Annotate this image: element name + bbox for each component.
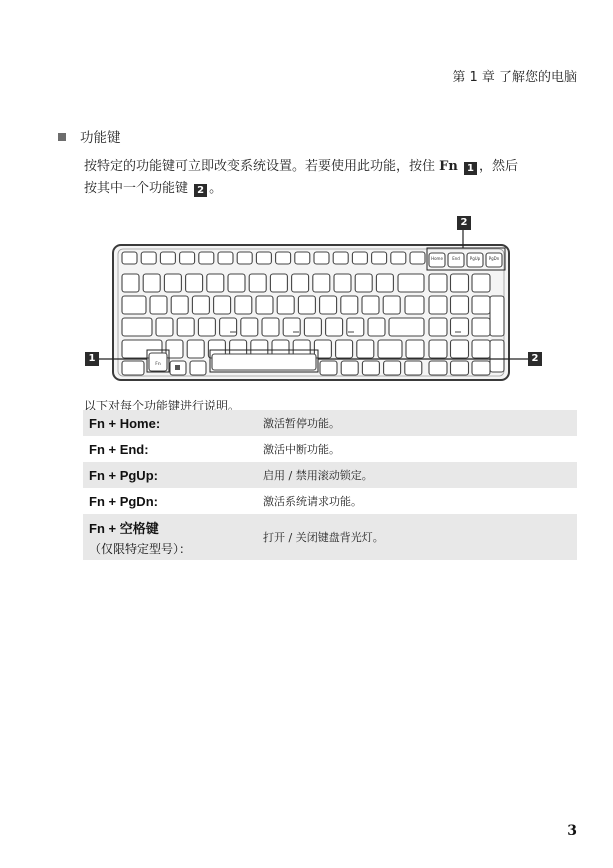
keyboard-key: [405, 361, 422, 375]
keyboard-key: [355, 274, 372, 292]
chapter-header: 第 1 章 了解您的电脑: [452, 70, 577, 85]
function-key: [352, 252, 367, 264]
keyboard-key: [207, 274, 224, 292]
windows-logo-icon: [175, 365, 180, 370]
section-title: 功能键: [80, 130, 121, 146]
row-key-cell: [83, 514, 255, 560]
callout-label-left: 1: [85, 352, 99, 366]
function-key: [295, 252, 310, 264]
function-key: [333, 252, 348, 264]
keyboard-key: [334, 274, 351, 292]
numpad-key: [451, 361, 469, 375]
keyboard-key: [283, 318, 300, 336]
caps-key: [122, 318, 152, 336]
keyboard-key: [326, 318, 343, 336]
row-key: Fn + PgUp:: [89, 467, 158, 483]
keyboard-key: [256, 296, 273, 314]
space-key: [212, 354, 316, 370]
keyboard-key: [150, 296, 167, 314]
keyboard-key: [198, 318, 215, 336]
keyboard-key: [384, 361, 401, 375]
callout-badge-1: 1: [464, 162, 477, 175]
tab-key: [122, 296, 146, 314]
arrow-up-key: [406, 340, 424, 358]
table-row: [83, 514, 577, 560]
keyboard-key: [320, 361, 337, 375]
table-row: [83, 462, 577, 488]
function-key: [237, 252, 252, 264]
enter-key: [389, 318, 424, 336]
numpad-key: [429, 274, 447, 292]
table-intro: 以下对每个功能键进行说明。: [84, 399, 241, 413]
square-bullet-icon: [58, 133, 66, 141]
numpad-key: [451, 274, 469, 292]
numpad-key: [472, 318, 490, 336]
intro-text-4: 。: [209, 181, 223, 196]
function-key: [276, 252, 291, 264]
numpad-key: [472, 361, 490, 375]
row-desc: 启用 / 禁用滚动锁定。: [263, 469, 373, 482]
numpad-key: [451, 296, 469, 314]
page-number: 3: [567, 823, 577, 839]
function-key: [372, 252, 387, 264]
numpad-key: [472, 340, 490, 358]
numpad-key: [451, 340, 469, 358]
section-heading: [58, 126, 121, 146]
keyboard-key: [214, 296, 231, 314]
function-key: [180, 252, 195, 264]
keyboard-key: [186, 274, 203, 292]
keyboard-key: [336, 340, 353, 358]
keyboard-key: [277, 296, 294, 314]
keyboard-key: [241, 318, 258, 336]
keyboard-key: [187, 340, 204, 358]
key-end-label: End: [452, 256, 460, 261]
row-key: Fn + PgDn:: [89, 493, 158, 509]
numpad-key: [429, 318, 447, 336]
keyboard-figure: [0, 208, 613, 388]
backspace-key: [398, 274, 424, 292]
numpad-key: [429, 340, 447, 358]
keyboard-key: [270, 274, 287, 292]
keyboard-key: [298, 296, 315, 314]
row-desc: 激活暂停功能。: [263, 417, 340, 430]
keyboard-key: [383, 296, 400, 314]
keyboard-key: [192, 296, 209, 314]
row-key: Fn + Home:: [89, 415, 161, 431]
key-pgdn-label: PgDn: [488, 256, 500, 261]
intro-text-1: 按特定的功能键可立即改变系统设置。若要使用此功能，按住: [84, 159, 440, 174]
keyboard-key: [314, 340, 331, 358]
row-desc: 打开 / 关闭键盘背光灯。: [263, 531, 384, 544]
keyboard-key: [376, 274, 393, 292]
keyboard-key: [122, 274, 139, 292]
row-desc: 激活中断功能。: [263, 443, 340, 456]
keyboard-key: [357, 340, 374, 358]
intro-paragraph: [84, 156, 574, 200]
numpad-key: [429, 361, 447, 375]
keyboard-key: [171, 296, 188, 314]
key-home-label: Home: [431, 256, 443, 261]
function-key: [256, 252, 271, 264]
function-key: [218, 252, 233, 264]
key-fn-label: Fn: [155, 362, 161, 367]
intro-text-2: ，然后: [478, 159, 518, 174]
row-key: Fn + 空格键: [89, 520, 159, 536]
keyboard-key: [164, 274, 181, 292]
ctrl-key: [122, 361, 144, 375]
intro-text-3: 按其中一个功能键: [84, 181, 193, 196]
alt-key: [190, 361, 206, 375]
function-key: [391, 252, 406, 264]
table-row: [83, 410, 577, 436]
function-key: [199, 252, 214, 264]
shift-key: [378, 340, 402, 358]
numpad-enter-key: [490, 340, 504, 372]
keyboard-key: [362, 296, 379, 314]
function-key: [160, 252, 175, 264]
keyboard-key: [304, 318, 321, 336]
keyboard-key: [220, 318, 237, 336]
numpad-plus-key: [490, 296, 504, 336]
function-key: [122, 252, 137, 264]
keyboard-key: [341, 361, 358, 375]
row-desc: 激活系统请求功能。: [263, 495, 362, 508]
numpad-key: [472, 274, 490, 292]
keyboard-key: [320, 296, 337, 314]
keyboard-key: [235, 296, 252, 314]
keyboard-key: [249, 274, 266, 292]
numpad-key: [472, 296, 490, 314]
numpad-key: [451, 318, 469, 336]
keyboard-key: [341, 296, 358, 314]
table-row: [83, 488, 577, 514]
function-key-table: [83, 410, 577, 560]
numpad-key: [429, 296, 447, 314]
key-pgup-label: PgUp: [469, 256, 481, 261]
function-key: [410, 252, 425, 264]
keyboard-key: [405, 296, 424, 314]
table-row: [83, 436, 577, 462]
keyboard-key: [368, 318, 385, 336]
callout-badge-2: 2: [194, 184, 207, 197]
keyboard-key: [143, 274, 160, 292]
keyboard-key: [347, 318, 364, 336]
row-key: Fn + End:: [89, 441, 149, 457]
callout-label-right: 2: [528, 352, 542, 366]
keyboard-key: [177, 318, 194, 336]
row-key-note: （仅限特定型号）：: [89, 541, 192, 556]
keyboard-key: [362, 361, 379, 375]
callout-label-top: 2: [457, 216, 471, 230]
function-key: [141, 252, 156, 264]
function-key: [314, 252, 329, 264]
keyboard-key: [156, 318, 173, 336]
keyboard-key: [228, 274, 245, 292]
fn-label: Fn: [439, 159, 458, 174]
keyboard-key: [313, 274, 330, 292]
keyboard-key: [292, 274, 309, 292]
keyboard-key: [262, 318, 279, 336]
